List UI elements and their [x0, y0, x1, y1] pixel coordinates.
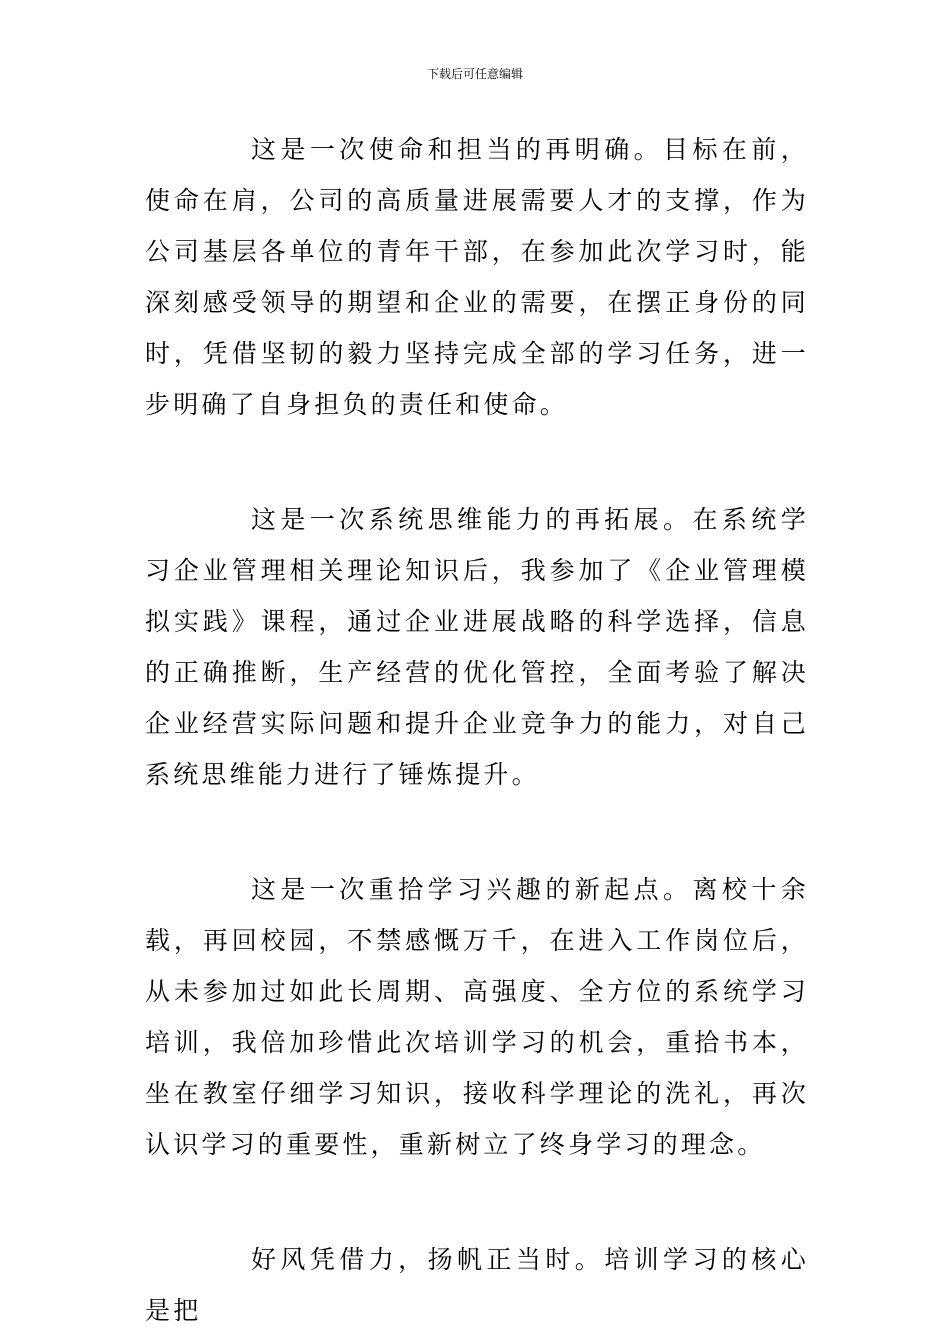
document-body [145, 124, 809, 1336]
paragraph-gap [145, 800, 809, 864]
paragraph-gap [145, 430, 809, 494]
paragraph-systems-thinking: 这是一次系统思维能力的再拓展。在系统学习企业管理相关理论知识后，我参加了《企业管理模拟实践》课程，通过企业进展战略的科学选择，信息的正确推断，生产经营的优化管控，全面考验了解决企业经营实际问题和提升企业竞争力的能力，对自己系统思维能力进行了锤炼提升。 [145, 505, 809, 789]
page-header: 下载后可任意编辑 [426, 67, 523, 81]
paragraph-learning-interest: 这是一次重拾学习兴趣的新起点。离校十余载，再回校园，不禁感慨万千，在进入工作岗位后，从未参加过如此长周期、高强度、全方位的系统学习培训，我倍加珍惜此次培训学习的机会，重拾书本，坐在教室仔细学习知识，接收科学理论的洗礼，再次认识学习的重要性，重新树立了终身学习的理念。 [145, 875, 809, 1159]
paragraph-conclusion-start: 好风凭借力，扬帆正当时。培训学习的核心是把 [145, 1245, 809, 1325]
paragraph-gap [145, 1170, 809, 1234]
paragraph-mission: 这是一次使命和担当的再明确。目标在前，使命在肩，公司的高质量进展需要人才的支撑，作为公司基层各单位的青年干部，在参加此次学习时，能深刻感受领导的期望和企业的需要，在摆正身份的同时，凭借坚韧的毅力坚持完成全部的学习任务，进一步明确了自身担负的责任和使命。 [145, 135, 809, 419]
